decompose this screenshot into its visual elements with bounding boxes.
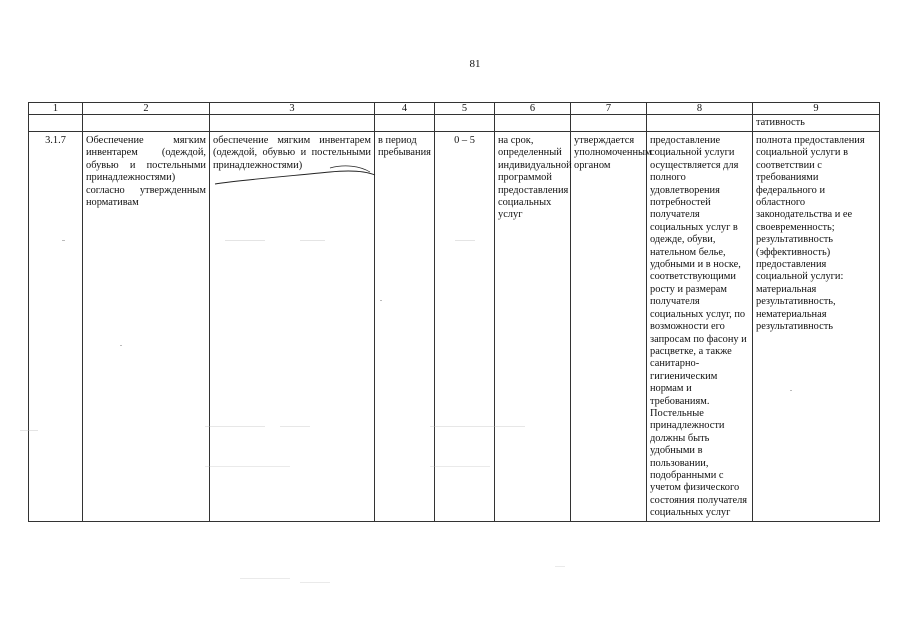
- continuation-cell: [210, 115, 375, 132]
- column-header: 7: [571, 103, 647, 115]
- row-number: 3.1.7: [29, 132, 83, 522]
- quality-indicators: полнота предоставления социальной услуги в соответствии с требованиями федерального и областного законодательства и ее своевременность; результативность (эффективность) предоставления социальной услуги: материальная результативность, нематериальная результативность: [753, 132, 880, 522]
- continuation-row: [29, 115, 880, 132]
- column-header: 4: [375, 103, 435, 115]
- continuation-cell: [571, 115, 647, 132]
- service-description: обеспечение мягким инвентарем (одеждой, обувью и постельными принадлежностями): [210, 132, 375, 522]
- column-header: 8: [647, 103, 753, 115]
- continuation-text: тативность: [753, 115, 880, 132]
- continuation-cell: [29, 115, 83, 132]
- continuation-cell: [647, 115, 753, 132]
- table-row: [29, 132, 880, 522]
- service-cost: утверждается уполномоченным органом: [571, 132, 647, 522]
- continuation-cell: [435, 115, 495, 132]
- column-header: 6: [495, 103, 571, 115]
- page-number: 81: [469, 58, 481, 70]
- column-header: 5: [435, 103, 495, 115]
- column-header: 2: [83, 103, 210, 115]
- continuation-cell: [375, 115, 435, 132]
- service-period: в период пребывания: [375, 132, 435, 522]
- service-term: на срок, определенный индивидуальной программой предоставления социальных услуг: [495, 132, 571, 522]
- column-header: 3: [210, 103, 375, 115]
- service-quantity: 0 – 5: [435, 132, 495, 522]
- column-header: 1: [29, 103, 83, 115]
- continuation-cell: [83, 115, 210, 132]
- services-table: [28, 102, 880, 522]
- service-conditions: предоставление социальной услуги осуществляется для полного удовлетворения потребностей получателя социальных услуг в одежде, обуви, нательном белье, удобными и в носке, соответствующими росту и размерам получателя социальных услуг, по возможности его запросам по фасону и расцветке, а также санитарно-гигиеническим нормам и требованиям. Постельные принадлежности должны быть удобными в пользовании, подобранными с учетом физического состояния получателя социальных услуг: [647, 132, 753, 522]
- service-name: Обеспечение мягким инвентарем (одеждой, обувью и постельными принадлежностями) согласно утвержденным нормативам: [83, 132, 210, 522]
- column-header: 9: [753, 103, 880, 115]
- continuation-cell: [495, 115, 571, 132]
- column-number-row: [29, 103, 880, 115]
